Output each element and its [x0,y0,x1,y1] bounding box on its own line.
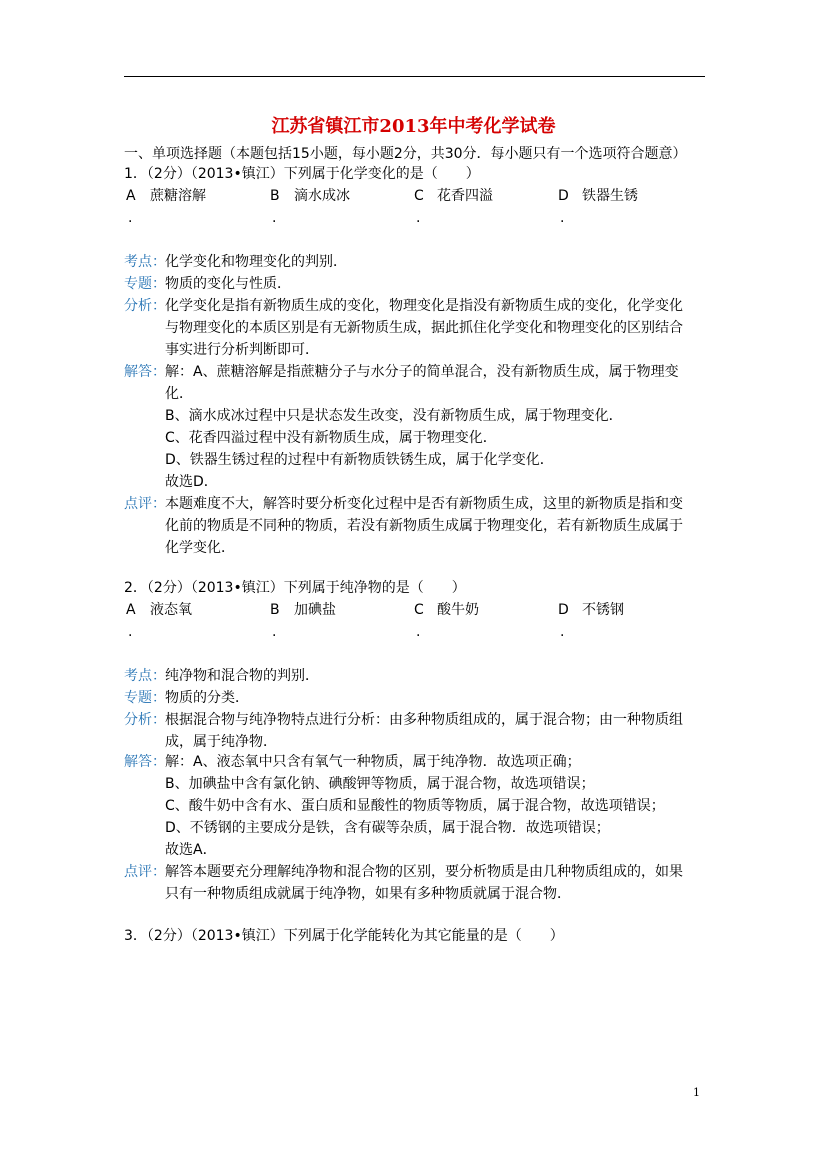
q1-option-b-text: 滴水成冰 [294,188,350,204]
option-dot: . [128,624,133,640]
dianping-label: 点评： [124,496,166,512]
q1-dianping-line: 本题难度不大，解答时要分析变化过程中是否有新物质生成，这里的新物质是指和变 [165,496,683,512]
q1-option-c-letter: C [414,188,424,204]
q2-jieda-line: D、不锈钢的主要成分是铁，含有碳等杂质，属于混合物．故选项错误； [165,820,610,836]
option-dot: . [560,624,565,640]
q2-stem: 2．（2分）（2013•镇江）下列属于纯净物的是（ ） [124,580,466,596]
option-dot: . [272,624,277,640]
page-title: 江苏省镇江市2013年中考化学试卷 [271,116,556,137]
q1-dianping-line: 化学变化． [165,540,235,556]
q1-option-d-text: 铁器生锈 [582,188,638,204]
q1-jieda-line: 解：A、蔗糖溶解是指蔗糖分子与水分子的简单混合，没有新物质生成，属于物理变 [165,364,679,380]
q2-option-a-text: 液态氧 [150,602,192,618]
q2-option-a-letter: A [126,602,136,618]
q1-fenxi-line: 事实进行分析判断即可． [165,342,319,358]
page-number: 1 [693,1086,700,1099]
option-dot: . [128,210,133,226]
fenxi-label: 分析： [124,712,166,728]
q2-option-b-letter: B [270,602,280,618]
q1-fenxi-line: 与物理变化的本质区别是有无新物质生成，据此抓住化学变化和物理变化的区别结合 [165,320,683,336]
q2-zhuanti: 物质的分类． [165,690,249,706]
kaodian-label: 考点： [124,668,166,684]
q2-fenxi-line: 成，属于纯净物． [165,734,277,750]
q2-fenxi-line: 根据混合物与纯净物特点进行分析：由多种物质组成的，属于混合物；由一种物质组 [165,712,683,728]
q3-stem: 3．（2分）（2013•镇江）下列属于化学能转化为其它能量的是（ ） [124,928,564,944]
q2-option-d-text: 不锈钢 [582,602,624,618]
q1-jieda-line: 故选D． [165,474,218,490]
q1-jieda-line: B、滴水成冰过程中只是状态发生改变，没有新物质生成，属于物理变化． [165,408,623,424]
kaodian-label: 考点： [124,254,166,270]
option-dot: . [272,210,277,226]
q1-option-a-letter: A [126,188,136,204]
option-dot: . [560,210,565,226]
option-dot: . [416,624,421,640]
q1-zhuanti: 物质的变化与性质． [165,276,291,292]
jieda-label: 解答： [124,364,166,380]
zhuanti-label: 专题： [124,690,166,706]
fenxi-label: 分析： [124,298,166,314]
q1-fenxi-line: 化学变化是指有新物质生成的变化，物理变化是指没有新物质生成的变化，化学变化 [165,298,683,314]
section-heading: 一、单项选择题（本题包括15小题，每小题2分，共30分．每小题只有一个选项符合题意） [124,146,687,162]
q1-dianping-line: 化前的物质是不同种的物质，若没有新物质生成属于物理变化，若有新物质生成属于 [165,518,683,534]
zhuanti-label: 专题： [124,276,166,292]
q2-dianping-line: 只有一种物质组成就属于纯净物，如果有多种物质就属于混合物． [165,886,571,902]
jieda-label: 解答： [124,754,166,770]
q1-option-d-letter: D [558,188,569,204]
q2-option-c-text: 酸牛奶 [437,602,479,618]
header-rule [124,76,705,77]
q1-option-b-letter: B [270,188,280,204]
q2-jieda-line: B、加碘盐中含有氯化钠、碘酸钾等物质，属于混合物，故选项错误； [165,776,595,792]
q2-jieda-line: 解：A、液态氧中只含有氧气一种物质，属于纯净物．故选项正确； [165,754,581,770]
q2-dianping-line: 解答本题要充分理解纯净物和混合物的区别，要分析物质是由几种物质组成的，如果 [165,864,683,880]
q1-jieda-line: C、花香四溢过程中没有新物质生成，属于物理变化． [165,430,497,446]
q2-jieda-line: 故选A． [165,842,217,858]
q1-kaodian: 化学变化和物理变化的判别． [165,254,347,270]
option-dot: . [416,210,421,226]
dianping-label: 点评： [124,864,166,880]
q2-kaodian: 纯净物和混合物的判别． [165,668,319,684]
q1-stem: 1．（2分）（2013•镇江）下列属于化学变化的是（ ） [124,166,480,182]
q2-option-c-letter: C [414,602,424,618]
q1-jieda-line: 化． [165,386,193,402]
q2-jieda-line: C、酸牛奶中含有水、蛋白质和显酸性的物质等物质，属于混合物，故选项错误； [165,798,665,814]
q1-option-a-text: 蔗糖溶解 [150,188,206,204]
q2-option-d-letter: D [558,602,569,618]
q1-option-c-text: 花香四溢 [437,188,493,204]
q1-jieda-line: D、铁器生锈过程的过程中有新物质铁锈生成，属于化学变化． [165,452,554,468]
q2-option-b-text: 加碘盐 [294,602,336,618]
